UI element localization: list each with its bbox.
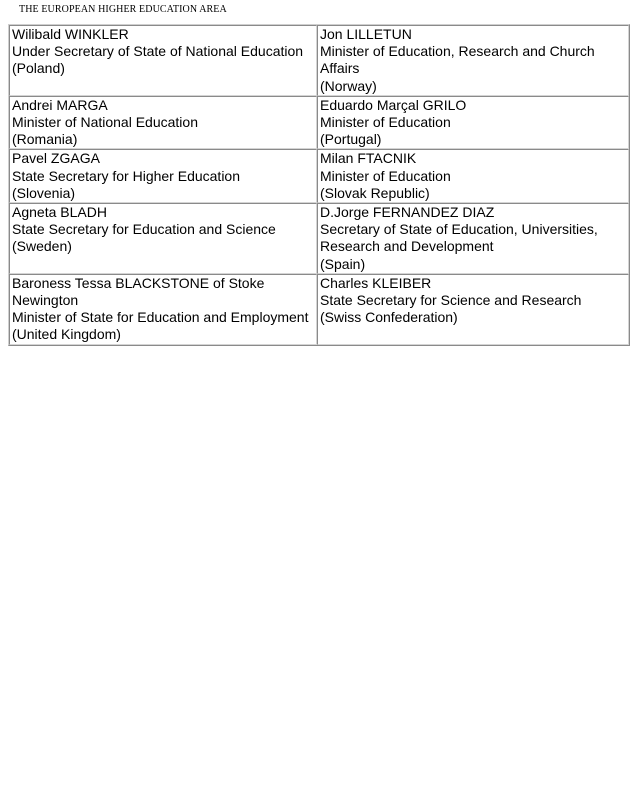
signatory-cell	[317, 96, 629, 150]
signatory-title: Minister of Education, Research and Church Affairs	[320, 43, 595, 77]
signatory-cell	[9, 25, 317, 96]
signatory-title: Minister of National Education	[12, 114, 198, 131]
signatory-country: (Poland)	[12, 60, 65, 77]
signatory-country: (Slovenia)	[12, 184, 76, 201]
table-row	[9, 203, 629, 274]
table-row	[9, 96, 629, 150]
signatory-name: Wilibald WINKLER	[12, 26, 129, 42]
signatory-name: Eduardo Marçal GRILO	[320, 96, 467, 113]
signatory-country: (Norway)	[320, 77, 377, 94]
table-row	[9, 149, 629, 203]
signatory-title: Minister of Education	[320, 114, 451, 131]
signatory-name: Charles KLEIBER	[320, 274, 432, 291]
signatory-country: (Romania)	[12, 131, 78, 148]
signatory-title: Minister of State for Education and Employment	[12, 309, 309, 326]
signatory-country: (Slovak Republic)	[320, 184, 430, 201]
signatory-name: Agneta BLADH	[12, 204, 107, 221]
table-row	[9, 25, 629, 96]
signatory-country: (Swiss Confederation)	[320, 309, 458, 326]
signatory-title: State Secretary for Education and Science	[12, 221, 276, 238]
signatory-name: Andrei MARGA	[12, 96, 108, 113]
signatory-title: Secretary of State of Education, Universities, Research and Development	[320, 221, 598, 255]
signatory-country: (Sweden)	[12, 238, 72, 255]
signatory-country: (United Kingdom)	[12, 326, 121, 343]
signatory-title: Minister of Education	[320, 167, 451, 184]
signatory-name: Milan FTACNIK	[320, 150, 417, 167]
signatory-country: (Spain)	[320, 255, 366, 272]
signatory-cell	[317, 25, 629, 96]
page-header-title: THE EUROPEAN HIGHER EDUCATION AREA	[19, 4, 227, 15]
signatory-title: State Secretary for Science and Research	[320, 292, 582, 309]
signatory-name: Pavel ZGAGA	[12, 150, 100, 167]
signatory-cell	[9, 274, 317, 345]
signatory-cell	[317, 274, 629, 345]
signatory-name: Baroness Tessa BLACKSTONE of Stoke Newington	[12, 274, 265, 309]
signatory-title: Under Secretary of State of National Education	[12, 43, 304, 60]
table-row	[9, 274, 629, 345]
signatory-title: State Secretary for Higher Education	[12, 167, 241, 184]
signatory-country: (Portugal)	[320, 131, 382, 148]
signatory-cell	[317, 203, 629, 274]
signatory-name: Jon LILLETUN	[320, 26, 412, 42]
signatory-cell	[9, 96, 317, 150]
signatory-cell	[9, 203, 317, 274]
signatories-table	[8, 24, 630, 346]
signatory-cell	[317, 149, 629, 203]
signatory-cell	[9, 149, 317, 203]
signatory-name: D.Jorge FERNANDEZ DIAZ	[320, 204, 495, 221]
